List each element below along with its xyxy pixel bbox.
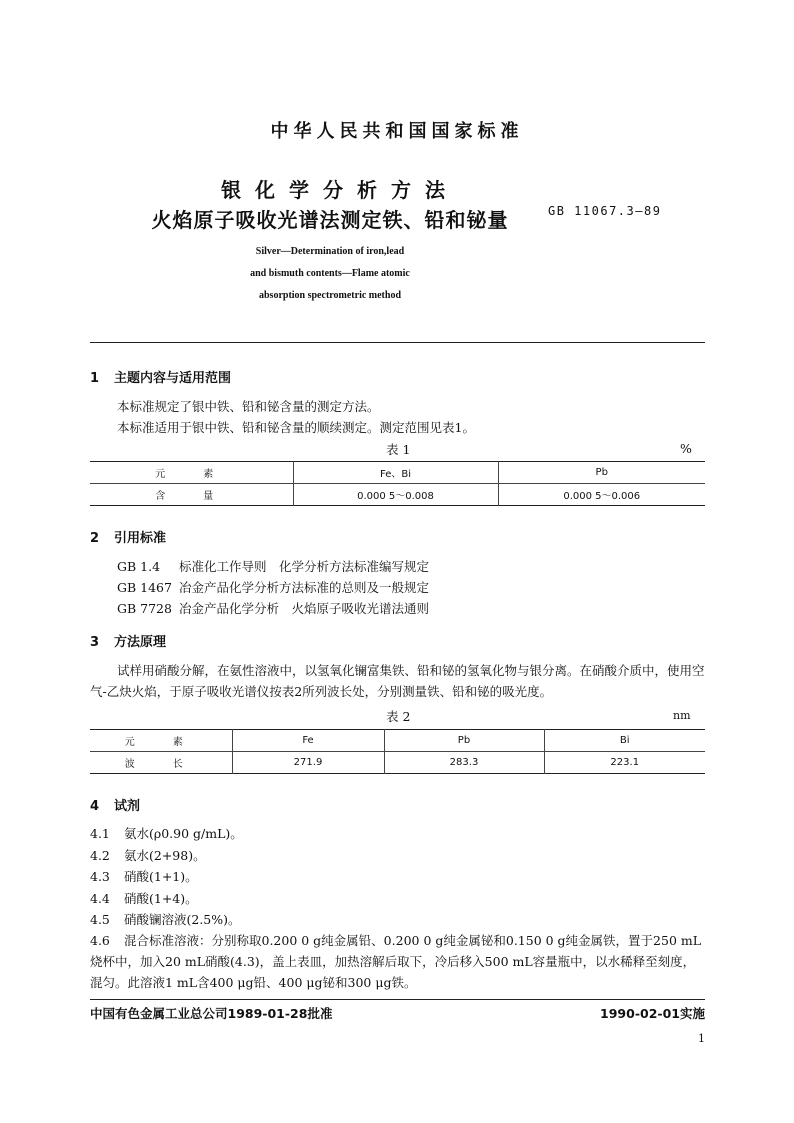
section-title: 引用标准 [114, 531, 167, 546]
footer-divider [90, 999, 705, 1000]
table-1-caption: 表 1 [386, 442, 411, 457]
reagent-item [90, 867, 198, 885]
reagent-text: 氨水(2+98)。 [124, 848, 206, 863]
reference-item [117, 599, 429, 617]
reagent-text: 硝酸(1+1)。 [124, 869, 198, 884]
reference-code: GB 1467 [117, 580, 172, 595]
reference-title: 冶金产品化学分析 火焰原子吸收光谱法通则 [179, 601, 430, 616]
table-cell: 元 素 [90, 730, 232, 752]
reagent-number: 4.2 [90, 848, 110, 863]
section-3-paragraph: 试样用硝酸分解，在氨性溶液中，以氢氧化镧富集铁、铅和铋的氢氧化物与银分离。在硝酸介质中，使用空气-乙炔火焰，于原子吸收光谱仪按表2所列波长处，分别测量铁、铅和铋的吸光度。 [90, 663, 705, 699]
section-title: 主题内容与适用范围 [114, 371, 232, 386]
section-number: 1 [90, 371, 100, 386]
section-title: 方法原理 [114, 635, 167, 650]
table-2-unit: nm [673, 709, 691, 722]
reference-code: GB 1.4 [117, 559, 161, 574]
section-3-heading [90, 631, 166, 650]
section-4-heading [90, 795, 140, 814]
reagent-text: 硝酸镧溶液(2.5%)。 [124, 912, 241, 927]
table-1 [90, 461, 705, 506]
table-cell: Bi [544, 730, 705, 752]
reference-item [117, 557, 429, 575]
page-number: 1 [698, 1032, 705, 1045]
issuing-authority: 中华人民共和国国家标准 [270, 121, 524, 142]
document-subtitle: 火焰原子吸收光谱法测定铁、铅和铋量 [151, 208, 509, 232]
table-cell: 波 长 [124, 759, 197, 770]
reagent-item [90, 910, 241, 928]
table-cell: Fe、Bi [293, 462, 498, 484]
english-title-line-2: and bismuth contents—Flame atomic [250, 268, 410, 279]
reagent-number: 4.5 [90, 912, 110, 927]
table-row [90, 462, 705, 484]
reagent-item [90, 889, 198, 907]
section-number: 3 [90, 635, 100, 650]
reagent-item [90, 846, 206, 864]
reagent-text: 硝酸(1+4)。 [124, 891, 198, 906]
table-1-unit: % [680, 441, 692, 456]
table-cell: 含 量 [155, 491, 228, 502]
header-divider [90, 342, 705, 343]
table-cell: 271.9 [232, 752, 384, 774]
reagent-item-6 [90, 930, 705, 993]
section-2-heading [90, 527, 166, 546]
section-number: 2 [90, 531, 100, 546]
section-1-heading [90, 367, 231, 386]
table-cell: Fe [232, 730, 384, 752]
table-row [90, 752, 705, 774]
table-cell: 0.000 5～0.008 [293, 484, 498, 506]
table-cell: 元 素 [90, 462, 293, 484]
reagent-item [90, 824, 243, 842]
table-cell: 0.000 5～0.006 [498, 484, 705, 506]
reagent-text: 混合标准溶液：分别称取0.200 0 g纯金属铅、0.200 0 g纯金属铋和0.150 0 g纯金属铁，置于250 mL烧杯中，加入20 mL硝酸(4.3)，盖上表皿，加热溶解后取下，冷后移入500 mL容量瓶中，以水稀释至刻度，混匀。此溶液1 mL含400 μg铅、400 μg铋和300 μg铁。 [90, 933, 702, 990]
table-row [90, 730, 705, 752]
approval-note: 中国有色金属工业总公司1989-01-28批准 [90, 1006, 333, 1021]
reagent-number: 4.6 [90, 933, 110, 948]
table-2-caption: 表 2 [386, 709, 411, 724]
reference-code: GB 7728 [117, 601, 172, 616]
table-cell: 283.3 [384, 752, 544, 774]
section-1-paragraph-1: 本标准规定了银中铁、铅和铋含量的测定方法。 [117, 399, 380, 414]
english-title-line-1: Silver—Determination of iron,lead [255, 246, 405, 257]
reagent-number: 4.3 [90, 869, 110, 884]
reagent-text: 氨水(ρ0.90 g/mL)。 [124, 826, 243, 841]
table-cell: Pb [498, 462, 705, 484]
section-title: 试剂 [114, 799, 141, 814]
reagent-number: 4.1 [90, 826, 110, 841]
reference-title: 标准化工作导则 化学分析方法标准编写规定 [179, 559, 430, 574]
section-number: 4 [90, 799, 100, 814]
table-cell: 223.1 [544, 752, 705, 774]
table-row [90, 484, 705, 506]
reagent-number: 4.4 [90, 891, 110, 906]
standard-code: GB 11067.3—89 [548, 204, 662, 218]
section-1-paragraph-2: 本标准适用于银中铁、铅和铋含量的顺续测定。测定范围见表1。 [117, 420, 475, 435]
table-cell: Pb [384, 730, 544, 752]
effective-date: 1990-02-01实施 [600, 1006, 705, 1021]
reference-item [117, 578, 429, 596]
english-title-line-3: absorption spectrometric method [258, 290, 402, 301]
table-2 [90, 729, 705, 774]
document-title: 银化学分析方法 [221, 178, 459, 202]
reference-title: 冶金产品化学分析方法标准的总则及一般规定 [179, 580, 430, 595]
